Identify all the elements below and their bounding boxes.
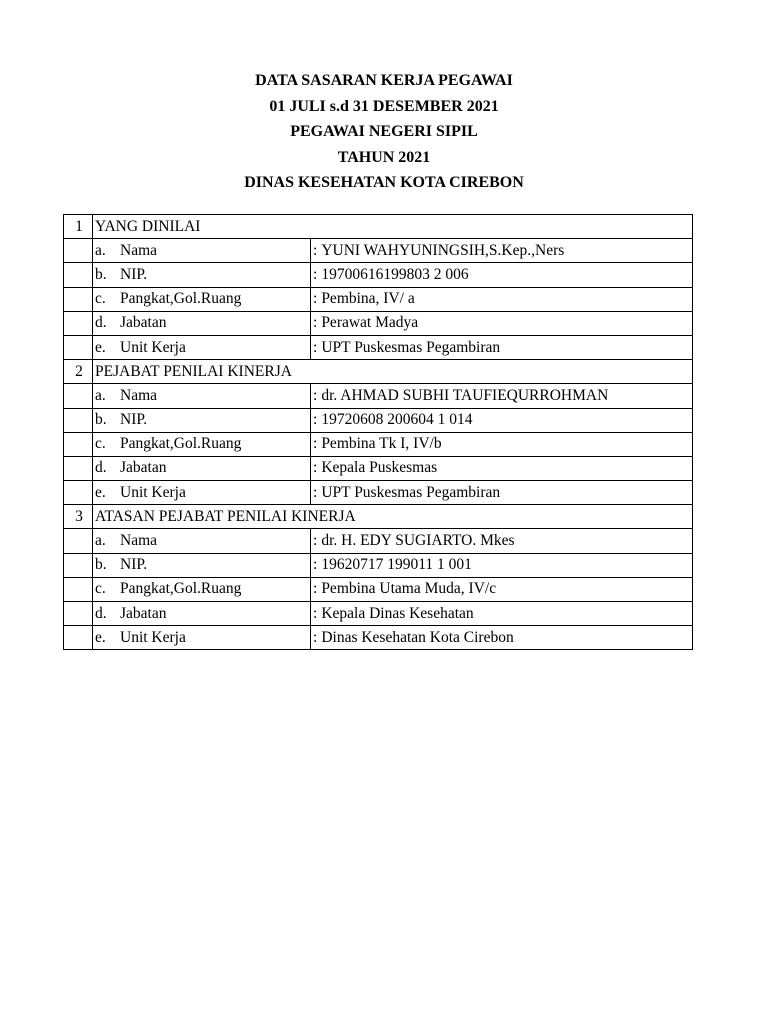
table-row xyxy=(64,432,693,456)
field-label-cell xyxy=(93,456,311,480)
field-label-cell xyxy=(93,481,311,505)
indent-cell xyxy=(64,335,93,359)
field-value-cell xyxy=(311,481,693,505)
colon-separator: : xyxy=(313,604,318,622)
table-row xyxy=(64,529,693,553)
indent-cell xyxy=(64,384,93,408)
field-value-cell xyxy=(311,311,693,335)
field-label: NIP. xyxy=(120,556,148,574)
field-label-cell xyxy=(93,529,311,553)
field-value-cell xyxy=(311,408,693,432)
colon-separator: : xyxy=(313,290,318,308)
field-value-cell xyxy=(311,335,693,359)
colon-separator: : xyxy=(313,435,318,453)
field-value: Perawat Madya xyxy=(321,314,419,332)
title-line-1: DATA SASARAN KERJA PEGAWAI xyxy=(255,72,513,89)
field-value-cell xyxy=(311,384,693,408)
field-value: dr. AHMAD SUBHI TAUFIEQURROHMAN xyxy=(321,386,609,404)
field-value: Pembina, IV/ a xyxy=(321,290,415,308)
field-value: 19620717 199011 1 001 xyxy=(321,556,472,574)
colon-separator: : xyxy=(313,580,318,598)
field-value-cell xyxy=(311,529,693,553)
table-row xyxy=(64,626,693,650)
field-value: YUNI WAHYUNINGSIH,S.Kep.,Ners xyxy=(321,241,565,259)
section-title: YANG DINILAI xyxy=(93,215,693,239)
colon-separator: : xyxy=(313,483,318,501)
table-row xyxy=(64,384,693,408)
field-label-cell xyxy=(93,287,311,311)
table-row xyxy=(64,239,693,263)
section-number: 3 xyxy=(64,505,93,529)
field-value-cell xyxy=(311,577,693,601)
field-label: Unit Kerja xyxy=(120,338,186,356)
field-value-cell xyxy=(311,432,693,456)
field-letter: d. xyxy=(95,604,107,622)
title-line-5: DINAS KESEHATAN KOTA CIREBON xyxy=(244,174,524,191)
indent-cell xyxy=(64,408,93,432)
field-value: Dinas Kesehatan Kota Cirebon xyxy=(321,628,514,646)
table-row xyxy=(64,602,693,626)
field-value: Kepala Puskesmas xyxy=(321,459,438,477)
field-label: Nama xyxy=(120,386,158,404)
colon-separator: : xyxy=(313,411,318,429)
field-value-cell xyxy=(311,602,693,626)
colon-separator: : xyxy=(313,386,318,404)
field-label-cell xyxy=(93,432,311,456)
colon-separator: : xyxy=(313,314,318,332)
title-line-3: PEGAWAI NEGERI SIPIL xyxy=(290,123,478,140)
table-row xyxy=(64,335,693,359)
field-value-cell xyxy=(311,239,693,263)
table-row xyxy=(64,577,693,601)
indent-cell xyxy=(64,311,93,335)
employee-data-table xyxy=(63,214,693,650)
field-label: Jabatan xyxy=(120,604,167,622)
field-letter: b. xyxy=(95,556,107,574)
field-value: Pembina Tk I, IV/b xyxy=(321,435,442,453)
table-row xyxy=(64,287,693,311)
field-label: NIP. xyxy=(120,265,148,283)
colon-separator: : xyxy=(313,532,318,550)
indent-cell xyxy=(64,553,93,577)
indent-cell xyxy=(64,481,93,505)
field-letter: e. xyxy=(95,338,106,356)
indent-cell xyxy=(64,577,93,601)
field-value: Kepala Dinas Kesehatan xyxy=(321,604,474,622)
table-row xyxy=(64,481,693,505)
field-value-cell xyxy=(311,263,693,287)
section-header-row xyxy=(64,215,693,239)
field-value: UPT Puskesmas Pegambiran xyxy=(321,338,501,356)
section-number: 2 xyxy=(64,360,93,384)
field-label-cell xyxy=(93,602,311,626)
field-letter: e. xyxy=(95,628,106,646)
indent-cell xyxy=(64,456,93,480)
indent-cell xyxy=(64,626,93,650)
section-title: PEJABAT PENILAI KINERJA xyxy=(93,360,693,384)
field-label: Nama xyxy=(120,532,158,550)
field-label-cell xyxy=(93,335,311,359)
field-label-cell xyxy=(93,384,311,408)
field-label: Pangkat,Gol.Ruang xyxy=(120,435,242,453)
colon-separator: : xyxy=(313,459,318,477)
table-row xyxy=(64,263,693,287)
field-letter: d. xyxy=(95,459,107,477)
field-label: Unit Kerja xyxy=(120,483,186,501)
field-label-cell xyxy=(93,239,311,263)
field-letter: d. xyxy=(95,314,107,332)
indent-cell xyxy=(64,432,93,456)
field-letter: a. xyxy=(95,532,106,550)
colon-separator: : xyxy=(313,338,318,356)
table-row xyxy=(64,456,693,480)
field-label: Pangkat,Gol.Ruang xyxy=(120,290,242,308)
colon-separator: : xyxy=(313,241,318,259)
indent-cell xyxy=(64,602,93,626)
field-label-cell xyxy=(93,263,311,287)
field-label-cell xyxy=(93,408,311,432)
indent-cell xyxy=(64,287,93,311)
title-line-2: 01 JULI s.d 31 DESEMBER 2021 xyxy=(269,97,499,115)
field-letter: c. xyxy=(95,435,106,453)
table-row xyxy=(64,311,693,335)
indent-cell xyxy=(64,239,93,263)
field-value: dr. H. EDY SUGIARTO. Mkes xyxy=(321,532,515,550)
section-header-row xyxy=(64,360,693,384)
field-label: Pangkat,Gol.Ruang xyxy=(120,580,242,598)
title-line-4: TAHUN 2021 xyxy=(337,148,431,166)
field-value-cell xyxy=(311,456,693,480)
field-value-cell xyxy=(311,553,693,577)
colon-separator: : xyxy=(313,265,318,283)
field-label: Jabatan xyxy=(120,459,167,477)
field-label: Nama xyxy=(120,241,158,259)
field-letter: a. xyxy=(95,241,106,259)
table-row xyxy=(64,408,693,432)
field-label-cell xyxy=(93,553,311,577)
field-label-cell xyxy=(93,626,311,650)
field-value: 19720608 200604 1 014 xyxy=(321,411,473,429)
field-letter: a. xyxy=(95,386,106,404)
colon-separator: : xyxy=(313,628,318,646)
field-letter: c. xyxy=(95,580,106,598)
field-letter: c. xyxy=(95,290,106,308)
table-row xyxy=(64,553,693,577)
field-letter: b. xyxy=(95,411,107,429)
section-number: 1 xyxy=(64,215,93,239)
table-body xyxy=(64,215,693,650)
field-value: UPT Puskesmas Pegambiran xyxy=(321,483,501,501)
field-value: 19700616199803 2 006 xyxy=(321,265,469,283)
document-title xyxy=(0,68,768,196)
section-header-row xyxy=(64,505,693,529)
colon-separator: : xyxy=(313,556,318,574)
field-label: Jabatan xyxy=(120,314,167,332)
field-letter: e. xyxy=(95,483,106,501)
indent-cell xyxy=(64,529,93,553)
field-label: Unit Kerja xyxy=(120,628,186,646)
section-title: ATASAN PEJABAT PENILAI KINERJA xyxy=(93,505,693,529)
indent-cell xyxy=(64,263,93,287)
field-value: Pembina Utama Muda, IV/c xyxy=(321,580,497,598)
field-value-cell xyxy=(311,287,693,311)
field-letter: b. xyxy=(95,265,107,283)
field-label-cell xyxy=(93,311,311,335)
field-label: NIP. xyxy=(120,411,148,429)
field-value-cell xyxy=(311,626,693,650)
field-label-cell xyxy=(93,577,311,601)
